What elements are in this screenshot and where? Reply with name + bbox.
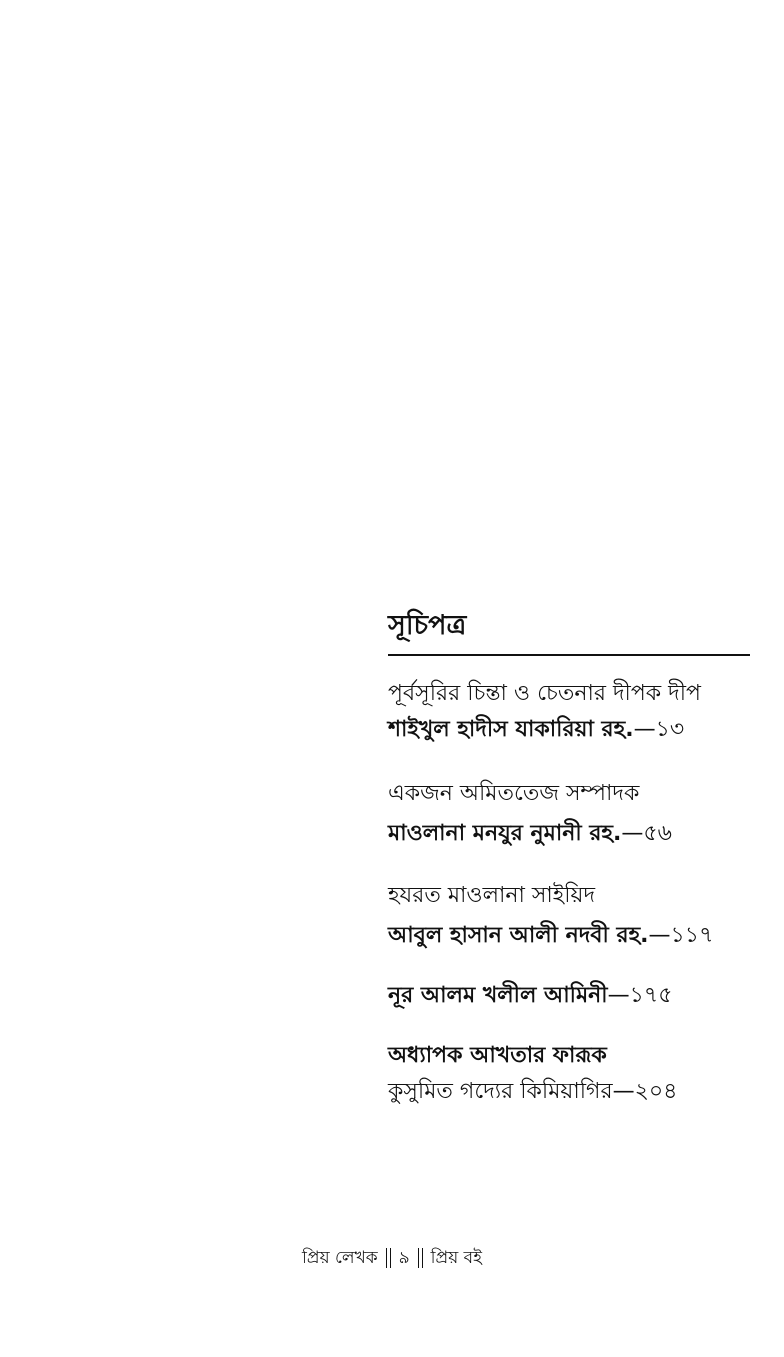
toc-entry-subtitle-text: কুসুমিত গদ্যের কিমিয়াগির <box>388 1079 613 1104</box>
toc-entry-subtitle: হযরত মাওলানা সাইয়িদ <box>388 883 596 908</box>
toc-page-number: ১৩ <box>655 717 685 742</box>
toc-entry-subtitle: পূর্বসূরির চিন্তা ও চেতনার দীপক দীপ <box>388 681 701 706</box>
toc-entry-name: অধ্যাপক আখতার ফারূক <box>388 1043 607 1068</box>
toc-page-number: ১১৭ <box>670 923 714 948</box>
toc-entry-name-text: নূর আলম খলীল আমিনী <box>388 983 608 1008</box>
toc-entry-name-text: আবুল হাসান আলী নদবী রহ. <box>388 923 649 948</box>
toc-entry <box>388 1038 750 1110</box>
toc-title: সূচিপত্র <box>388 606 750 656</box>
toc-entry <box>388 676 750 748</box>
footer-right-label: প্রিয় বই <box>430 1248 482 1268</box>
footer-page-number: ৯ <box>398 1248 410 1268</box>
toc-dash: — <box>633 717 656 742</box>
toc-entry-name <box>388 712 750 748</box>
toc-entry-name <box>388 816 750 852</box>
toc-page-number: ২০৪ <box>634 1079 678 1104</box>
toc-entry-name <box>388 918 750 954</box>
toc-dash: — <box>612 1079 635 1104</box>
toc-entry-name <box>388 978 750 1014</box>
footer-separator <box>418 1248 423 1268</box>
toc-entry <box>388 978 750 1014</box>
toc-entry <box>388 776 750 852</box>
toc-page-number: ৫৬ <box>643 821 672 846</box>
toc-dash: — <box>621 821 644 846</box>
footer-left-label: প্রিয় লেখক <box>302 1248 378 1268</box>
page-footer <box>0 1243 784 1273</box>
table-of-contents <box>388 606 750 1110</box>
toc-dash: — <box>607 983 630 1008</box>
toc-entry-name-text: মাওলানা মনযুর নুমানী রহ. <box>388 821 622 846</box>
footer-separator <box>386 1248 391 1268</box>
toc-entry-subtitle: একজন অমিততেজ সম্পাদক <box>388 781 640 806</box>
toc-entry-name-text: শাইখুল হাদীস যাকারিয়া রহ. <box>388 717 634 742</box>
toc-page-number: ১৭৫ <box>629 983 673 1008</box>
toc-entry <box>388 878 750 954</box>
toc-entry-subtitle <box>388 1074 750 1110</box>
toc-dash: — <box>648 923 671 948</box>
